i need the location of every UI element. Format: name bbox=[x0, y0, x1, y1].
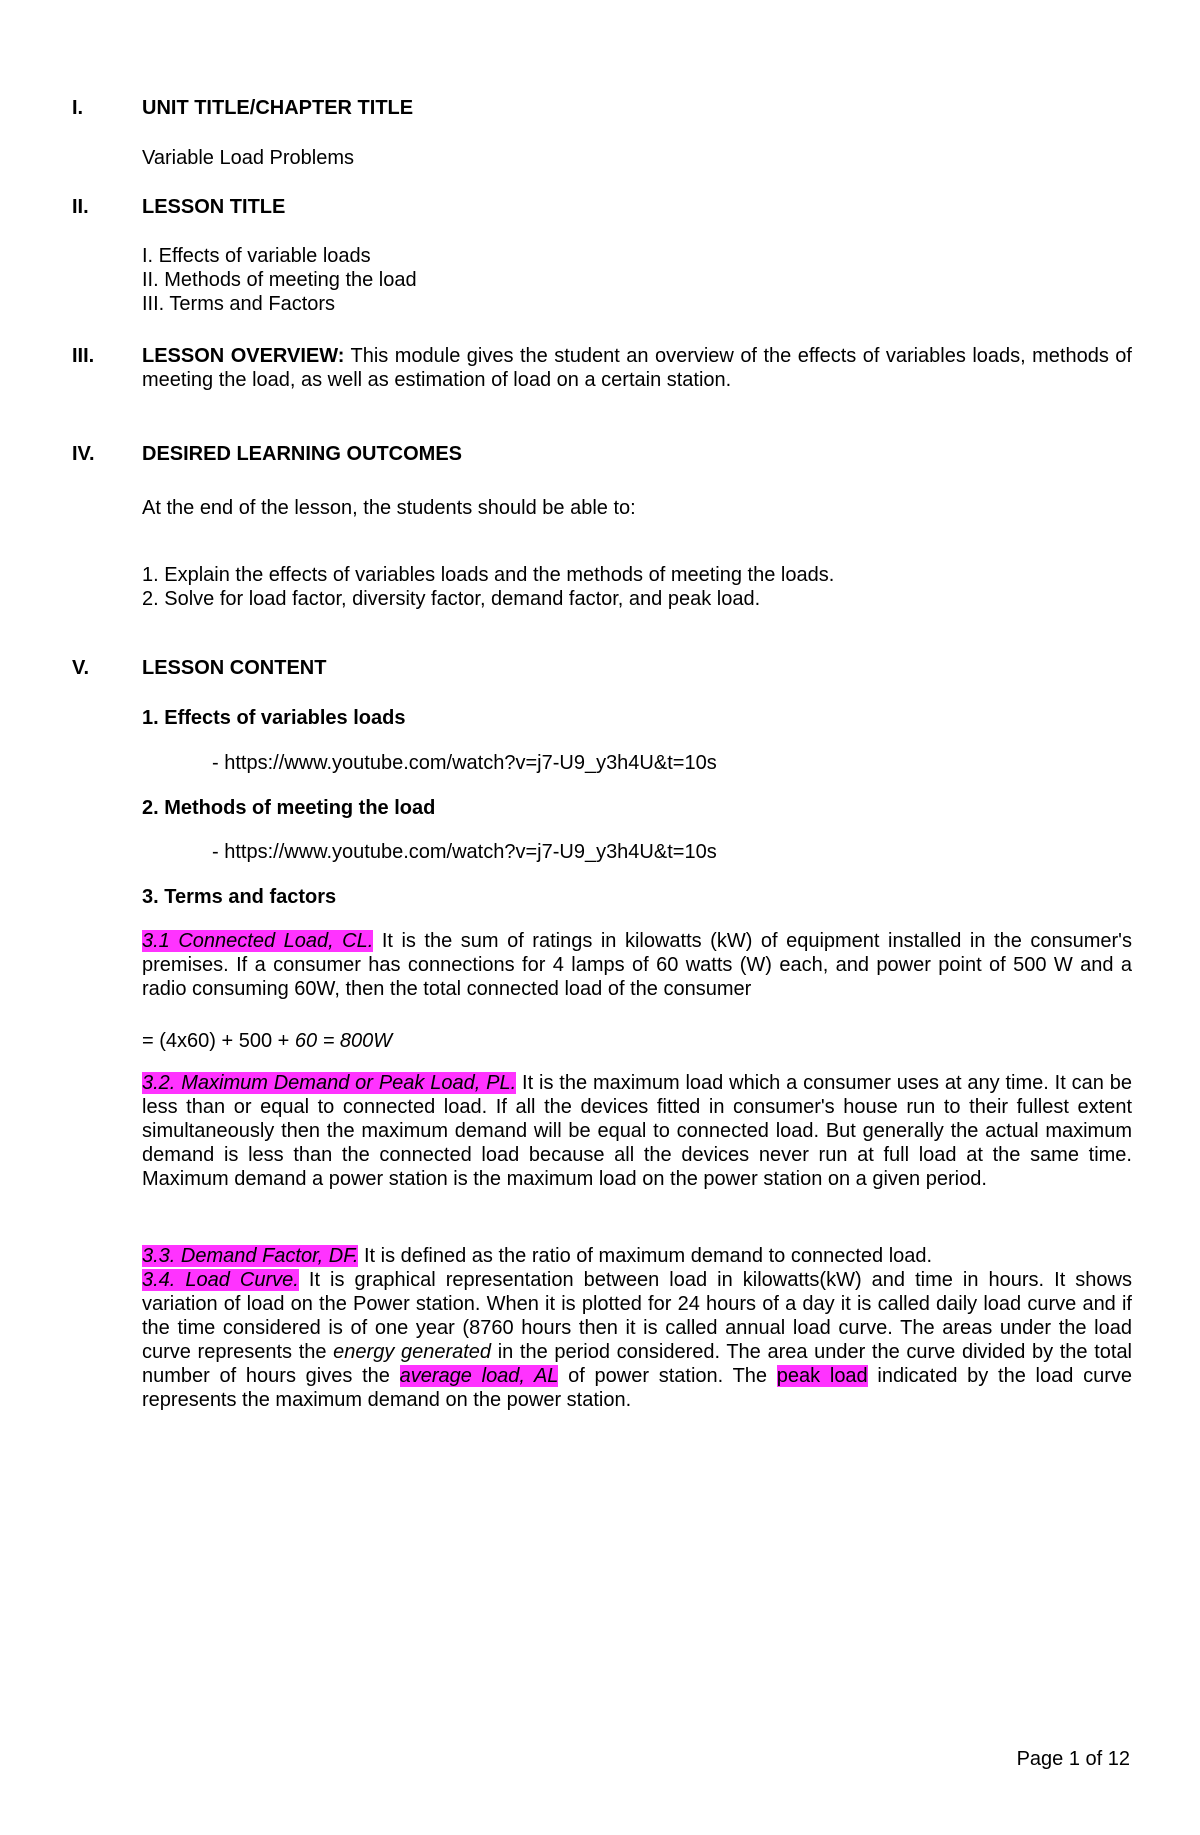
list-item: II. Methods of meeting the load bbox=[142, 269, 417, 291]
section-number: V. bbox=[72, 657, 90, 679]
term-highlight: 3.2. Maximum Demand or Peak Load, PL. bbox=[142, 1072, 517, 1094]
list-item: III. Terms and Factors bbox=[142, 293, 336, 315]
term-highlight: 3.4. Load Curve. bbox=[142, 1269, 299, 1291]
term-definition: It is the maximum load which a consumer uses at any time. It can be less than or equal to connected load. If all the devices fitted in consumer's house run to their fullest extent simultaneously then the maximum demand will be equal to connected load. But generally the actual maximum demand is less than the connected load because all the devices never run at full load at the same time. Maximum demand a power station is the maximum load on the power station on a given period. bbox=[142, 1072, 1132, 1190]
section-number: IV. bbox=[72, 443, 95, 465]
section-title: LESSON TITLE bbox=[142, 196, 286, 218]
overview-text: This module gives the student an overview of the effects of variables loads, methods of meeting the load, as well as estimation of load on a certain station. bbox=[142, 345, 1132, 391]
average-load-highlight: average load, AL bbox=[399, 1365, 559, 1387]
peak-load-highlight: peak load bbox=[776, 1365, 868, 1387]
page-number: Page 1 of 12 bbox=[1016, 1748, 1130, 1770]
term-definition: It is defined as the ratio of maximum demand to connected load. bbox=[358, 1245, 933, 1267]
energy-generated-text: energy generated bbox=[333, 1341, 492, 1363]
section-title: LESSON OVERVIEW: bbox=[142, 345, 345, 367]
section-number: II. bbox=[72, 196, 89, 218]
section-title: UNIT TITLE/CHAPTER TITLE bbox=[142, 97, 414, 119]
term-definition: It is the sum of ratings in kilowatts (kW) of equipment installed in the consumer's premises. If a consumer has connections for 4 lamps of 60 watts (W) each, and power point of 500 W and a radio consuming 60W, then the total connected load of the consumer bbox=[142, 930, 1132, 1000]
list-item: 2. Solve for load factor, diversity factor, demand factor, and peak load. bbox=[142, 588, 761, 610]
section-title: DESIRED LEARNING OUTCOMES bbox=[142, 443, 463, 465]
list-item: I. Effects of variable loads bbox=[142, 245, 371, 267]
section-number: I. bbox=[72, 97, 84, 119]
document-page: I. UNIT TITLE/CHAPTER TITLE Variable Load Problems II. LESSON TITLE I. Effects of variable loads II. Methods of meeting the load III. Terms and Factors III. LESSON OVERVIEW: This module gives the student an overview of the effects of variables loads, methods of meeting the load, as well as estimation of load on a certain station. IV. DESIRED LEARNING OUTCOMES At the end of the lesson, the students should be able to: 1. Explain the effects of variables loads and the methods of meeting the loads. 2. Solve for load factor, diversity factor, demand factor, and peak load. V. LESSON CONTENT 1. Effects of variables loads - https://www.youtube.com/watch?v=j7-U9_y3h4U&t=10s 2. Methods of meeting the load - https://www.youtube.com/watch?v=j7-U9_y3h4U&t=10s 3. Terms and factors 3.1 Connected Load, CL. It is the sum of ratings in kilowatts (kW) of equipment installed in the consumer's premises. If a consumer has connections for 4 lamps of 60 watts (W) each, and power point of 500 W and a radio consuming 60W, then the total connected load of the consumer = (4x60) + 500 + 60 = 800W 3.2. Maximum Demand or Peak Load, PL. It is the maximum load which a consumer uses at any time. It can be less than or equal to connected load. If all the devices fitted in consumer's house run to their fullest extent simultaneously then the maximum demand will be equal to connected load. But generally the actual maximum demand is less than the connected load because all the devices never run at full load at the same time. Maximum demand a power station is the maximum load on the power station on a given period. 3.3. Demand Factor, DF. It is defined as the ratio of maximum demand to connected load. 3.4. Load Curve. It is graphical representation between load in kilowatts(kW) and time in hours. It shows variation of load on the Power station. When it is plotted for 24 hours of a day it is called daily load curve and if the time considered is of one year (8760 hours then it is called annual load curve. The areas under the load curve represents the energy generated in the period considered. The area under the curve divided by the total number of hours gives the average load, AL of power station. The peak load indicated by the load curve represents the maximum demand on the power station. Page 1 of 12 bbox=[72, 97, 1133, 1770]
section-number: III. bbox=[72, 345, 95, 367]
list-item: 1. Explain the effects of variables loads and the methods of meeting the loads. bbox=[142, 564, 835, 586]
section-title: LESSON CONTENT bbox=[142, 657, 327, 679]
term-highlight: 3.3. Demand Factor, DF. bbox=[142, 1245, 359, 1267]
term-highlight: 3.1 Connected Load, CL. bbox=[142, 930, 374, 952]
